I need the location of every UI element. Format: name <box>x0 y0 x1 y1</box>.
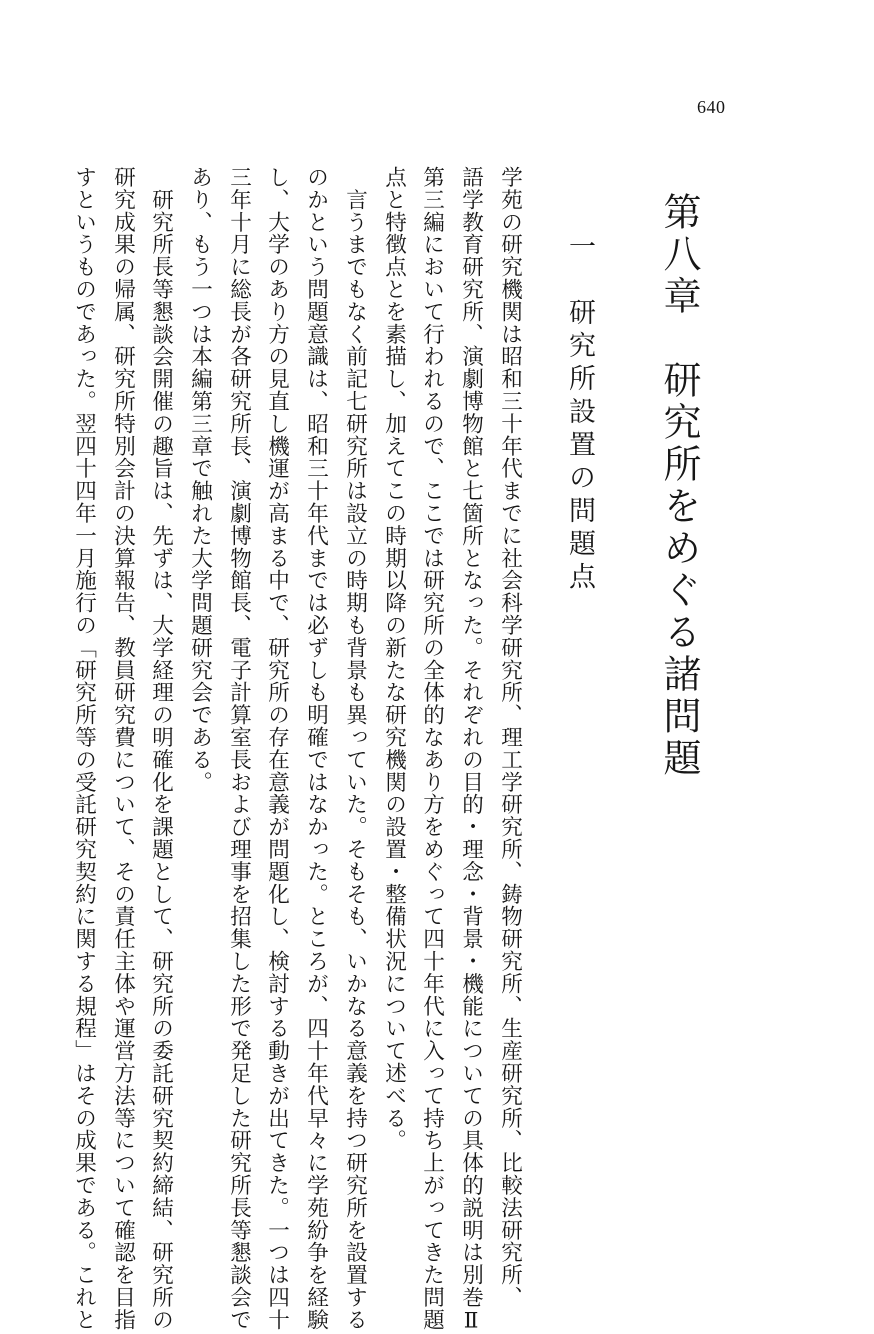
page-number: 640 <box>697 97 726 117</box>
body-text-line: 三年十月に総長が各研究所長、演劇博物館長、電子計算室長および理事を招集した形で発足した研究所長等懇談会で <box>226 166 252 1331</box>
body-text-line: 言うまでもなく前記七研究所は設立の時期も背景も異っていた。そもそも、いかなる意義を持つ研究所を設置する <box>342 166 368 1331</box>
section-title: 一 研究所設置の問題点 <box>564 232 595 595</box>
body-text-line: 語学教育研究所、演劇博物館と七箇所となった。それぞれの目的・理念・背景・機能についての具体的説明は別巻Ⅱ <box>458 166 484 1334</box>
body-text-line: 第三編において行われるので、ここでは研究所の全体的なあり方をめぐって四十年代に入って持ち上がってきた問題 <box>419 166 445 1331</box>
body-text-line: 点と特徴点とを素描し、加えてこの時期以降の新たな研究機関の設置・整備状況について述べる。 <box>381 166 407 1152</box>
body-text-line: 学苑の研究機関は昭和三十年代までに社会科学研究所、理工学研究所、鋳物研究所、生産研究所、比較法研究所、 <box>497 166 523 1309</box>
body-text-line: のかという問題意識は、昭和三十年代までは必ずしも明確ではなかった。ところが、四十年代早々に学苑紛争を経験 <box>303 166 329 1331</box>
body-text-line: し、大学のあり方の見直し機運が高まる中で、研究所の存在意義が問題化し、検討する動きが出てきた。一つは四十 <box>264 166 290 1331</box>
body-text-line: 研究成果の帰属、研究所特別会計の決算報告、教員研究費について、その責任主体や運営方法等について確認を目指 <box>110 166 136 1331</box>
body-text-line: 研究所長等懇談会開催の趣旨は、先ずは、大学経理の明確化を課題として、研究所の委託研究契約締結、研究所の <box>148 166 174 1331</box>
body-text-line: すというものであった。翌四十四年一月施行の「研究所等の受託研究契約に関する規程」はその成果である。これと <box>71 166 97 1331</box>
body-text-line: あり、もう一つは本編第三章で触れた大学問題研究会である。 <box>187 166 213 794</box>
chapter-title: 第八章 研究所をめぐる諸問題 <box>657 192 701 780</box>
